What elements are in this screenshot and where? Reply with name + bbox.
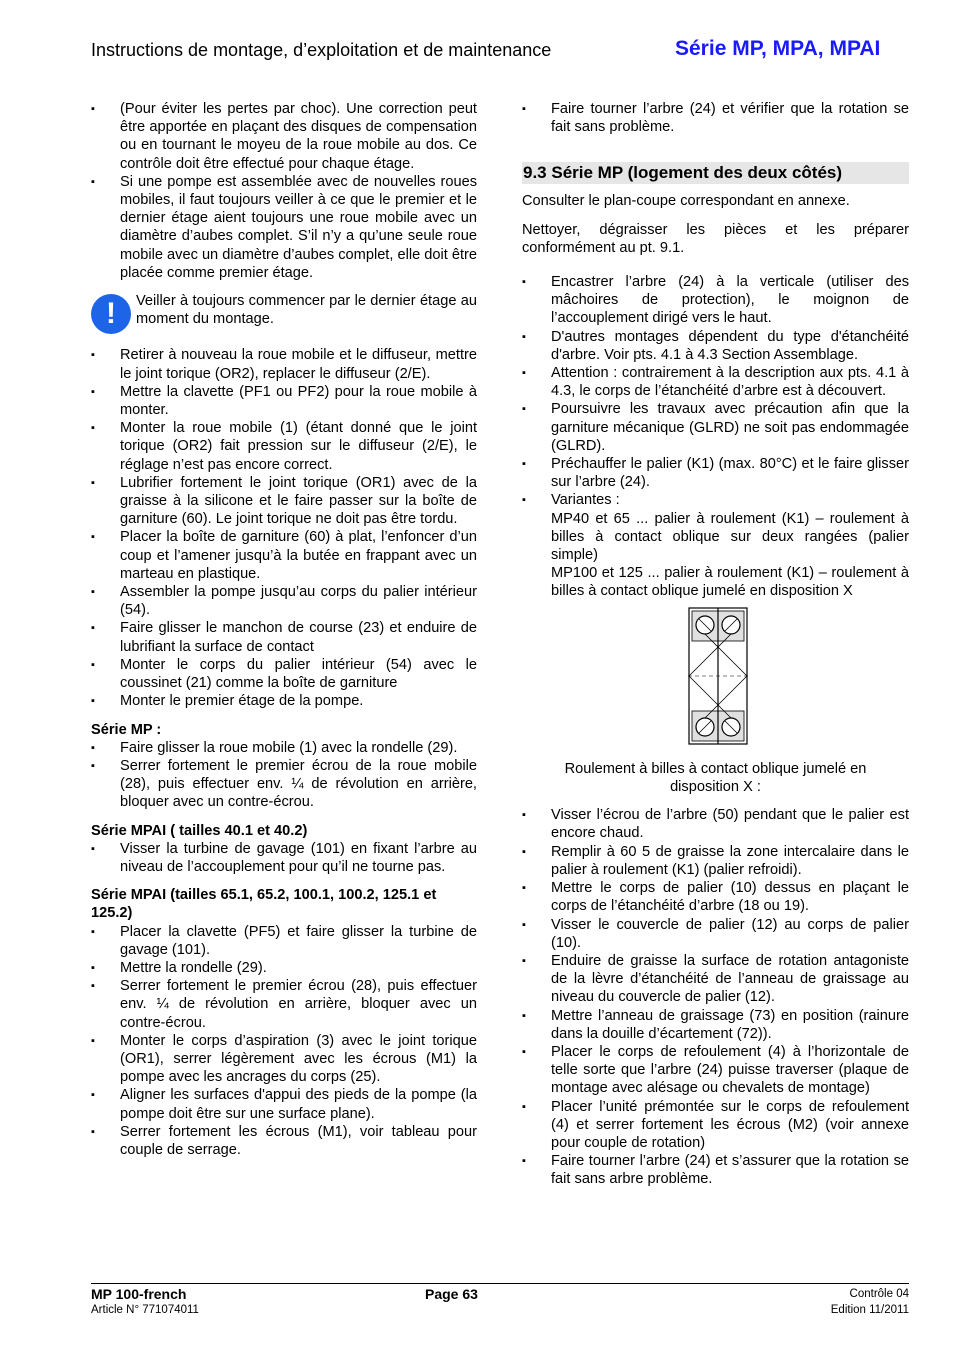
list-item: ▪ Visser la turbine de gavage (101) en fixant l’arbre au niveau de l’accouplement pour qu’il ne tourne pas.: [91, 840, 477, 876]
list-item: ▪ Si une pompe est assemblée avec de nouvelles roues mobiles, il faut toujours veiller à ce que le premier et le dernier étage aient toujours une roue mobile avec un diamètre d’aubes complet. S’il n’y a qu’une seule roue mobile avec un diamètre d’aubes complet, elle doit être placée comme premier étage.: [91, 173, 477, 282]
header-title: Instructions de montage, d’exploitation et de maintenance: [91, 40, 552, 60]
mpai1-subtitle: Série MPAI ( tailles 40.1 et 40.2): [91, 822, 308, 839]
mpai2-list: [91, 923, 477, 1160]
list-item: ▪ Assembler la pompe jusqu’au corps du palier intérieur (54).: [91, 583, 477, 619]
finish-list: [522, 806, 909, 1188]
footer-page: Page 63: [425, 1286, 478, 1302]
list-item: ▪ Placer le corps de refoulement (4) à l’horizontale de telle sorte que l’arbre (24) puisse traverser (plaque de montage avec alésage ou chevalets de montage): [522, 1043, 909, 1098]
list-item: ▪ Monter le corps d’aspiration (3) avec le joint torique (OR1), serrer légèrement avec les écrous (M1) la pompe avec les ancrages du corps (25).: [91, 1032, 477, 1087]
variant-text: MP100 et 125 ... palier à roulement (K1) – roulement à billes à contact oblique jumelé en disposition X: [551, 565, 909, 600]
main-list: [91, 346, 477, 710]
list-item: ▪ Serrer fortement les écrous (M1), voir tableau pour couple de serrage.: [91, 1123, 477, 1159]
variants-label: ▪ Variantes :: [551, 492, 620, 509]
list-item: ▪ Monter la roue mobile (1) (étant donné que le joint torique (OR2) fait pression sur le diffuseur (2/E), le réglage n’est pas encore correct.: [91, 419, 477, 474]
exclamation-icon: !: [91, 294, 131, 334]
header-series: Série MP, MPA, MPAI: [675, 37, 881, 60]
mpai1-list: [91, 840, 477, 876]
list-item: ▪ Mettre la clavette (PF1 ou PF2) pour la roue mobile à monter.: [91, 383, 477, 419]
mp-subtitle: Série MP :: [91, 721, 162, 738]
list-item: ▪ Poursuivre les travaux avec précaution afin que la garniture mécanique (GLRD) ne soit pas endommagée (GLRD).: [522, 400, 909, 455]
intro-list: [91, 100, 477, 282]
caption-line: Roulement à billes à contact oblique jumelé en: [564, 760, 867, 777]
list-item: ▪ Visser l’écrou de l’arbre (50) pendant que le palier est encore chaud.: [522, 806, 909, 842]
assembly-list: [522, 273, 909, 601]
footer-edition: Edition 11/2011: [830, 1304, 909, 1316]
list-item: ▪ Retirer à nouveau la roue mobile et le diffuseur, mettre le joint torique (OR2), replacer le diffuseur (2/E).: [91, 346, 477, 382]
list-item: ▪ Attention : contrairement à la description aux pts. 4.1 à 4.3, le corps de l’étanchéité d’arbre est à découvert.: [522, 364, 909, 400]
footer-article: Article N° 771074011: [91, 1304, 199, 1316]
left-column: [91, 100, 477, 1159]
paragraph: Nettoyer, dégraisser les pièces et les préparer conformément au pt. 9.1.: [522, 221, 909, 256]
footer-control: Contrôle 04: [849, 1288, 909, 1300]
list-item: ▪ Faire glisser le manchon de course (23) et enduire de lubrifiant la surface de contact: [91, 619, 477, 655]
mpai2-subtitle: Série MPAI (tailles 65.1, 65.2, 100.1, 100.2, 125.1 et 125.2): [91, 887, 437, 922]
list-item: ▪ Mettre la rondelle (29).: [91, 959, 477, 977]
footer-doc: MP 100-french: [91, 1286, 187, 1302]
list-item: ▪ Visser le couvercle de palier (12) au corps de palier (10).: [522, 916, 909, 952]
list-item: ▪ Placer la clavette (PF5) et faire glisser la turbine de gavage (101).: [91, 923, 477, 959]
variant-text: MP40 et 65 ... palier à roulement (K1) – roulement à billes à contact oblique sur deux rangées (palier simple): [551, 510, 909, 564]
list-item: ▪ Aligner les surfaces d'appui des pieds de la pompe (la pompe doit être sur une surface plane).: [91, 1086, 477, 1122]
list-item: ▪ Préchauffer le palier (K1) (max. 80°C) et le faire glisser sur l’arbre (24).: [522, 455, 909, 491]
list-item: ▪ Remplir à 60 5 de graisse la zone intercalaire dans le palier à roulement (K1) (palier refroidi).: [522, 843, 909, 879]
list-item: ▪ (Pour éviter les pertes par choc). Une correction peut être apportée en plaçant des disques de compensation ou en tournant le moyeu de la roue mobile au dos. Ce contrôle doit être effectué pour chaque étage.: [91, 100, 477, 173]
list-item: ▪ Faire tourner l’arbre (24) et s’assurer que la rotation se fait sans arbre problème.: [522, 1152, 909, 1188]
variants-item: [522, 491, 909, 600]
list-item: ▪ Lubrifier fortement le joint torique (OR1) avec de la graisse à la silicone et le faire passer sur la boîte de garniture (60). Le joint torique ne doit pas être tordu.: [91, 474, 477, 529]
list-item: ▪ Encastrer l’arbre (24) à la verticale (utiliser des mâchoires de protection), le moignon de l’accouplement dirigé vers le haut.: [522, 273, 909, 328]
list-item: ▪ D'autres montages dépendent du type d'étanchéité d'arbre. Voir pts. 4.1 à 4.3 Section Assemblage.: [522, 328, 909, 364]
right-column: [522, 100, 909, 1189]
list-item: ▪ Faire glisser la roue mobile (1) avec la rondelle (29).: [91, 739, 477, 757]
list-item: ▪ Mettre le corps de palier (10) dessus en plaçant le corps de l’étanchéité d’arbre (18 ou 19).: [522, 879, 909, 915]
footer-divider: [91, 1283, 909, 1284]
list-item: ▪ Enduire de graisse la surface de rotation antagoniste de la lèvre d’étanchéité de l’anneau de graissage au niveau du couvercle de palier (12).: [522, 952, 909, 1007]
list-item: ▪ Monter le premier étage de la pompe.: [91, 692, 477, 710]
list-item: ▪ Placer l’unité prémontée sur le corps de refoulement (4) et serrer fortement les écrous (M2) (voir annexe pour couple de rotation): [522, 1098, 909, 1153]
caption-line: disposition X :: [670, 779, 761, 796]
list-item: ▪ Placer la boîte de garniture (60) à plat, l’enfoncer d’un coup et l’amener jusqu’à la butée en frappant avec un marteau en plastique.: [91, 528, 477, 583]
list-item: ▪ Serrer fortement le premier écrou (28), puis effectuer env. ¼ de révolution en arrière, bloquer avec un contre-écrou.: [91, 977, 477, 1032]
top-list: [522, 100, 909, 136]
list-item: ▪ Serrer fortement le premier écrou de la roue mobile (28), puis effectuer env. ¼ de révolution en arrière, bloquer avec un contre-écrou.: [91, 757, 477, 812]
figure-caption: [522, 760, 909, 796]
notice-box: [91, 292, 477, 331]
paragraph: Consulter le plan-coupe correspondant en annexe.: [522, 193, 850, 210]
list-item: ▪ Mettre l’anneau de graissage (73) en position (rainure dans la douille d’écartement (72)).: [522, 1007, 909, 1043]
bearing-diagram: [688, 607, 748, 745]
list-item: ▪ Faire tourner l’arbre (24) et vérifier que la rotation se fait sans problème.: [522, 100, 909, 136]
list-item: ▪ Monter le corps du palier intérieur (54) avec le coussinet (21) comme la boîte de garniture: [91, 656, 477, 692]
section-heading: 9.3 Série MP (logement des deux côtés): [522, 162, 909, 184]
mp-list: [91, 739, 477, 812]
notice-text: Veiller à toujours commencer par le dernier étage au moment du montage.: [136, 293, 477, 328]
